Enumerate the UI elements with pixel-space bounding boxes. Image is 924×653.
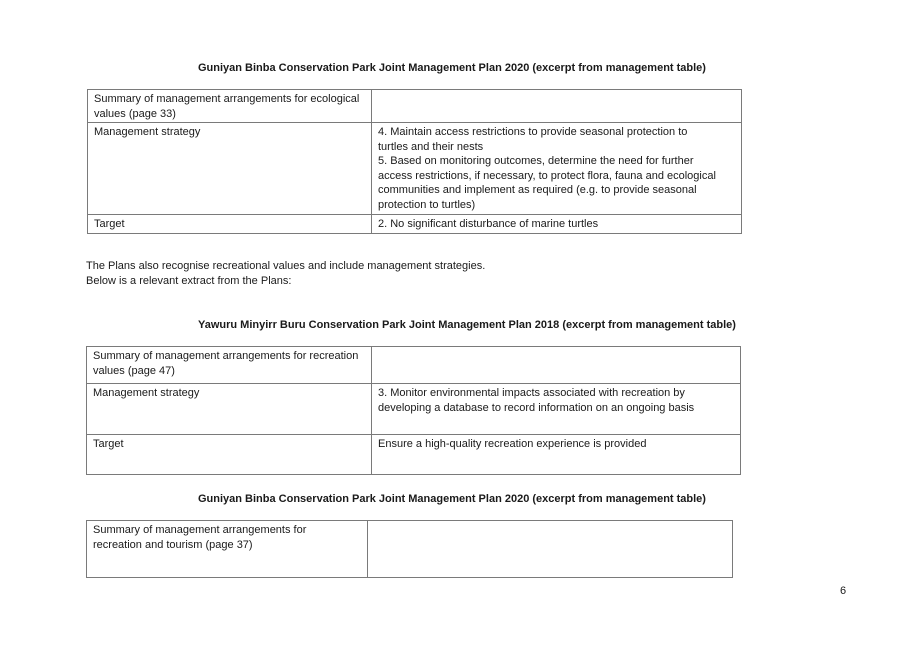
- row-value: [372, 347, 741, 384]
- table-row: [87, 521, 733, 578]
- row-label: Target: [88, 215, 372, 234]
- table-row: [88, 90, 742, 123]
- section1-table: [87, 89, 742, 234]
- strategy-line: communities and implement as required (e.g. to provide seasonal: [378, 184, 697, 196]
- page-number: 6: [840, 585, 847, 597]
- section3-table: [86, 520, 733, 578]
- row-label: Target: [87, 435, 372, 475]
- row-value: [372, 384, 741, 435]
- table-row: [87, 384, 741, 435]
- strategy-line: 5. Based on monitoring outcomes, determine the need for further: [378, 155, 694, 167]
- row-label-line: Summary of management arrangements for: [93, 524, 307, 536]
- row-label: [88, 90, 372, 123]
- strategy-line: protection to turtles): [378, 198, 476, 211]
- table-row: [88, 215, 742, 234]
- row-label: Management strategy: [88, 123, 372, 215]
- row-label: [87, 521, 368, 578]
- row-label-line: recreation and tourism (page 37): [93, 538, 253, 551]
- paragraph-line: The Plans also recognise recreational values and include management strategies.: [86, 260, 486, 272]
- row-value: Ensure a high-quality recreation experience is provided: [372, 435, 741, 475]
- strategy-line: developing a database to record information on an ongoing basis: [378, 401, 695, 414]
- table-row: [87, 435, 741, 475]
- row-value: [372, 90, 742, 123]
- strategy-line: turtles and their nests: [378, 140, 484, 153]
- strategy-line: 3. Monitor environmental impacts associated with recreation by: [378, 387, 685, 399]
- row-label: [87, 347, 372, 384]
- section1-heading: Guniyan Binba Conservation Park Joint Management Plan 2020 (excerpt from management table): [198, 62, 706, 74]
- strategy-line: access restrictions, if necessary, to protect flora, fauna and ecological: [378, 169, 716, 182]
- row-value: [368, 521, 733, 578]
- table-row: [87, 347, 741, 384]
- row-value: 2. No significant disturbance of marine turtles: [372, 215, 742, 234]
- paragraph-line: Below is a relevant extract from the Plans:: [86, 275, 292, 287]
- row-label-line: values (page 47): [93, 364, 175, 377]
- table-row: [88, 123, 742, 215]
- row-label-line: Summary of management arrangements for ecological: [94, 93, 360, 105]
- section2-heading: Yawuru Minyirr Buru Conservation Park Joint Management Plan 2018 (excerpt from management table): [198, 319, 736, 331]
- row-label-line: values (page 33): [94, 107, 176, 120]
- row-label: Management strategy: [87, 384, 372, 435]
- section3-heading: Guniyan Binba Conservation Park Joint Management Plan 2020 (excerpt from management table): [198, 493, 706, 505]
- strategy-line: 4. Maintain access restrictions to provide seasonal protection to: [378, 126, 688, 138]
- body-paragraph: [86, 259, 485, 289]
- row-label-line: Summary of management arrangements for recreation: [93, 350, 359, 362]
- row-value: [372, 123, 742, 215]
- section2-table: [86, 346, 741, 475]
